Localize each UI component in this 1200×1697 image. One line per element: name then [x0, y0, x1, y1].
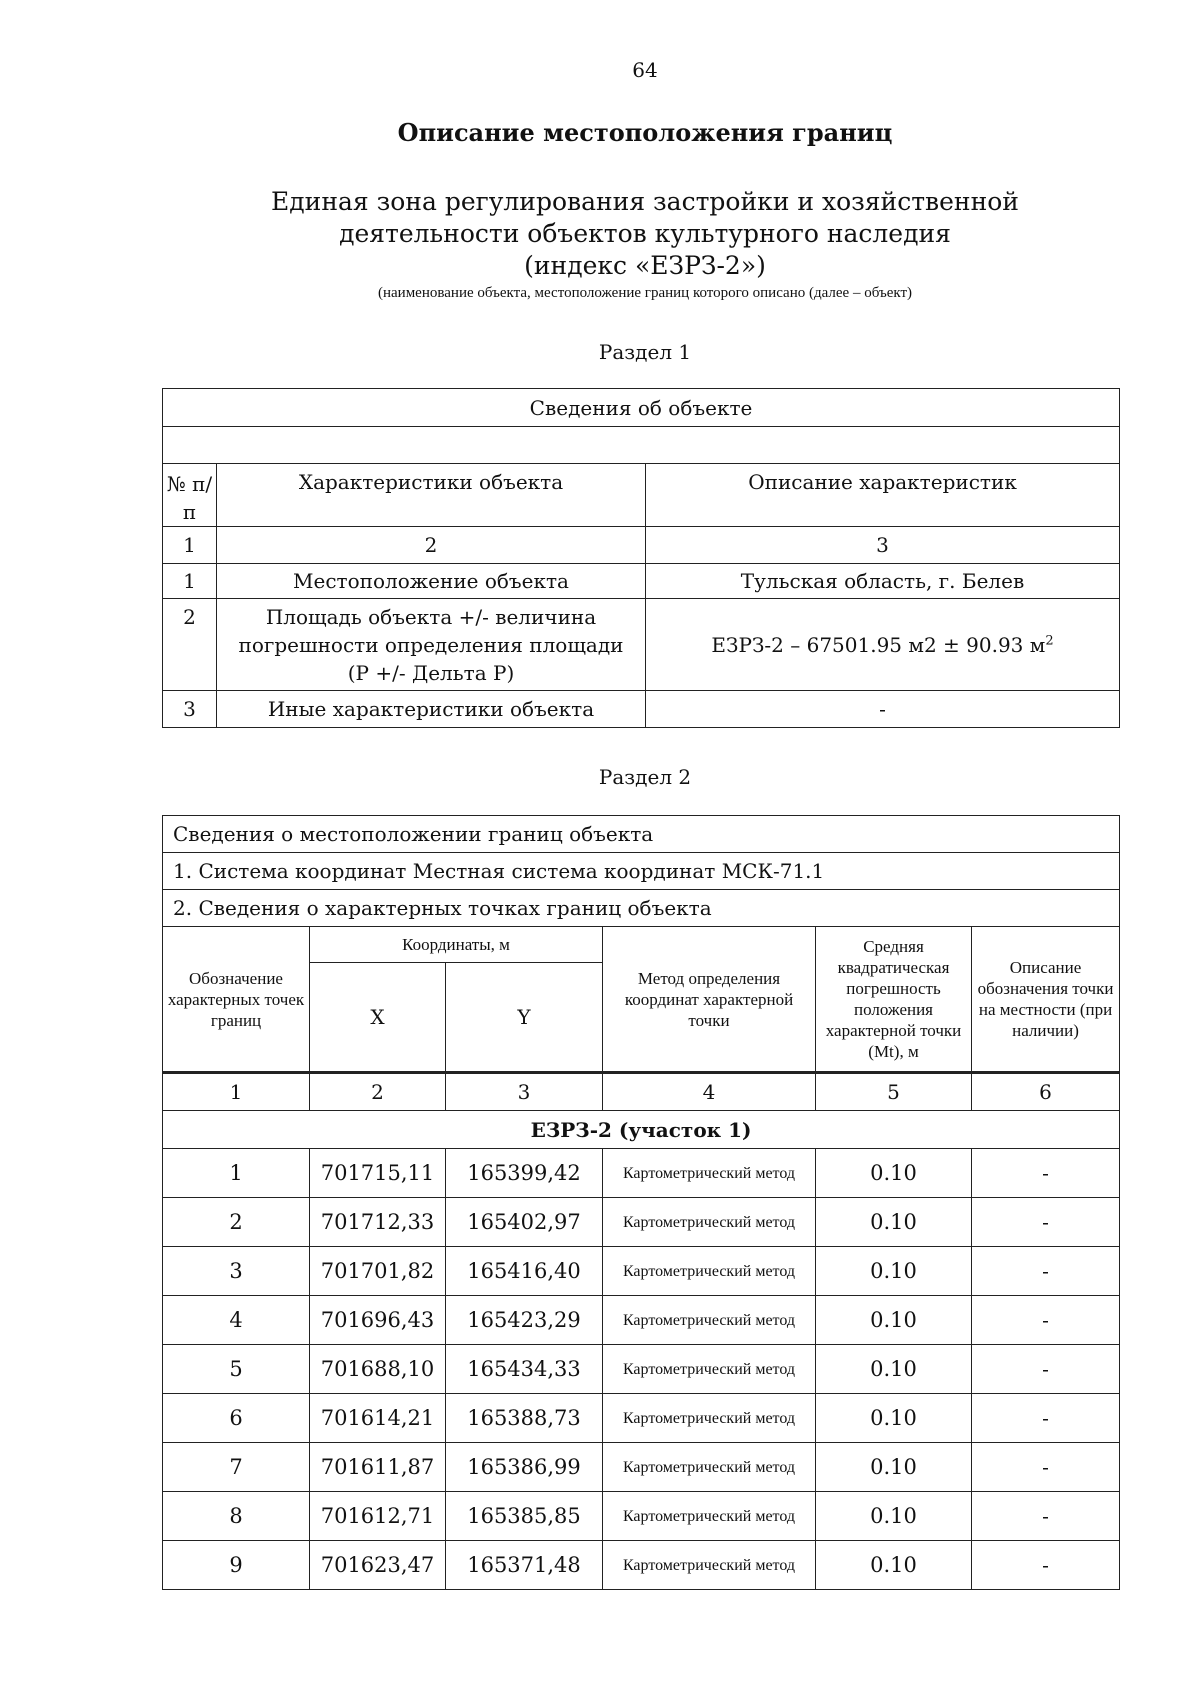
point-number: 4	[163, 1296, 310, 1345]
page-number: 64	[632, 58, 658, 82]
boundary-points-table	[162, 815, 1120, 1590]
point-description: -	[972, 1247, 1120, 1296]
row-characteristic: Местоположение объекта	[217, 564, 646, 599]
header-point-description: Описание обозначения точки на местности (при наличии)	[972, 927, 1120, 1073]
header-y: Y	[446, 963, 603, 1073]
header-description: Описание характеристик	[646, 464, 1120, 527]
point-row	[163, 1296, 1120, 1345]
row-characteristic: Площадь объекта +/- величина погрешности определения площади (P +/- Дельта P)	[217, 599, 646, 691]
point-x: 701614,21	[310, 1394, 446, 1443]
section-2-heading: Раздел 2	[598, 765, 692, 789]
point-x: 701611,87	[310, 1443, 446, 1492]
object-name-line-3: (индекс «ЕЗРЗ-2»)	[524, 251, 766, 280]
row-description: -	[646, 691, 1120, 728]
header-error: Средняя квадратическая погрешность положения характерной точки (Mt), м	[816, 927, 972, 1073]
point-row	[163, 1149, 1120, 1198]
point-x: 701696,43	[310, 1296, 446, 1345]
point-number: 5	[163, 1345, 310, 1394]
point-x: 701715,11	[310, 1149, 446, 1198]
section-1-heading: Раздел 1	[598, 340, 692, 364]
header-method: Метод определения координат характерной точки	[603, 927, 816, 1073]
point-error: 0.10	[816, 1149, 972, 1198]
col-number: 6	[972, 1073, 1120, 1111]
point-row	[163, 1247, 1120, 1296]
points-title: 2. Сведения о характерных точках границ объекта	[163, 890, 1120, 927]
col-number: 2	[310, 1073, 446, 1111]
point-x: 701712,33	[310, 1198, 446, 1247]
point-description: -	[972, 1296, 1120, 1345]
point-y: 165388,73	[446, 1394, 603, 1443]
point-description: -	[972, 1198, 1120, 1247]
object-name-line-2: деятельности объектов культурного наследия	[339, 219, 951, 248]
point-error: 0.10	[816, 1247, 972, 1296]
header-designation: Обозначение характерных точек границ	[163, 927, 310, 1073]
object-name-line-1: Единая зона регулирования застройки и хозяйственной	[271, 187, 1019, 216]
point-number: 9	[163, 1541, 310, 1590]
point-error: 0.10	[816, 1492, 972, 1541]
subsection-title: ЕЗРЗ-2 (участок 1)	[163, 1111, 1120, 1149]
header-characteristics: Характеристики объекта	[217, 464, 646, 527]
point-row	[163, 1492, 1120, 1541]
point-row	[163, 1443, 1120, 1492]
row-description: Тульская область, г. Белев	[646, 564, 1120, 599]
point-description: -	[972, 1149, 1120, 1198]
point-method: Картометрический метод	[603, 1443, 816, 1492]
point-description: -	[972, 1443, 1120, 1492]
header-x: X	[310, 963, 446, 1073]
point-method: Картометрический метод	[603, 1247, 816, 1296]
point-y: 165385,85	[446, 1492, 603, 1541]
point-method: Картометрический метод	[603, 1492, 816, 1541]
point-y: 165416,40	[446, 1247, 603, 1296]
point-error: 0.10	[816, 1394, 972, 1443]
row-number: 1	[163, 564, 217, 599]
point-number: 8	[163, 1492, 310, 1541]
empty-row	[163, 427, 1120, 464]
point-method: Картометрический метод	[603, 1345, 816, 1394]
object-name	[0, 186, 1200, 282]
col-number: 3	[646, 527, 1120, 564]
col-number: 3	[446, 1073, 603, 1111]
point-row	[163, 1345, 1120, 1394]
point-number: 1	[163, 1149, 310, 1198]
point-method: Картометрический метод	[603, 1149, 816, 1198]
point-error: 0.10	[816, 1198, 972, 1247]
point-error: 0.10	[816, 1345, 972, 1394]
point-x: 701688,10	[310, 1345, 446, 1394]
col-number: 4	[603, 1073, 816, 1111]
point-number: 7	[163, 1443, 310, 1492]
point-x: 701623,47	[310, 1541, 446, 1590]
document-title: Описание местоположения границ	[397, 118, 893, 147]
area-value: ЕЗРЗ-2 – 67501.95 м2 ± 90.93 м	[711, 632, 1046, 657]
point-x: 701612,71	[310, 1492, 446, 1541]
row-number: 3	[163, 691, 217, 728]
point-y: 165371,48	[446, 1541, 603, 1590]
point-row	[163, 1541, 1120, 1590]
header-num: № п/п	[163, 464, 217, 527]
boundaries-title: Сведения о местоположении границ объекта	[163, 816, 1120, 853]
point-error: 0.10	[816, 1541, 972, 1590]
row-number: 2	[163, 599, 217, 691]
col-number: 1	[163, 527, 217, 564]
col-number: 5	[816, 1073, 972, 1111]
point-method: Картометрический метод	[603, 1394, 816, 1443]
header-coordinates: Координаты, м	[310, 927, 603, 963]
point-number: 6	[163, 1394, 310, 1443]
object-info-title: Сведения об объекте	[163, 389, 1120, 427]
point-y: 165386,99	[446, 1443, 603, 1492]
row-description	[646, 599, 1120, 691]
col-number: 1	[163, 1073, 310, 1111]
point-y: 165423,29	[446, 1296, 603, 1345]
object-info-table	[162, 388, 1120, 728]
point-method: Картометрический метод	[603, 1541, 816, 1590]
point-x: 701701,82	[310, 1247, 446, 1296]
points-body	[163, 1149, 1120, 1590]
point-error: 0.10	[816, 1443, 972, 1492]
point-method: Картометрический метод	[603, 1296, 816, 1345]
point-description: -	[972, 1541, 1120, 1590]
point-row	[163, 1394, 1120, 1443]
point-description: -	[972, 1492, 1120, 1541]
area-unit-exponent: 2	[1045, 632, 1054, 648]
coordinate-system: 1. Система координат Местная система координат МСК-71.1	[163, 853, 1120, 890]
point-y: 165402,97	[446, 1198, 603, 1247]
point-row	[163, 1198, 1120, 1247]
row-characteristic: Иные характеристики объекта	[217, 691, 646, 728]
point-description: -	[972, 1394, 1120, 1443]
point-number: 3	[163, 1247, 310, 1296]
point-error: 0.10	[816, 1296, 972, 1345]
point-y: 165399,42	[446, 1149, 603, 1198]
col-number: 2	[217, 527, 646, 564]
point-y: 165434,33	[446, 1345, 603, 1394]
object-caption: (наименование объекта, местоположение границ которого описано (далее – объект)	[377, 285, 913, 301]
point-number: 2	[163, 1198, 310, 1247]
point-method: Картометрический метод	[603, 1198, 816, 1247]
point-description: -	[972, 1345, 1120, 1394]
